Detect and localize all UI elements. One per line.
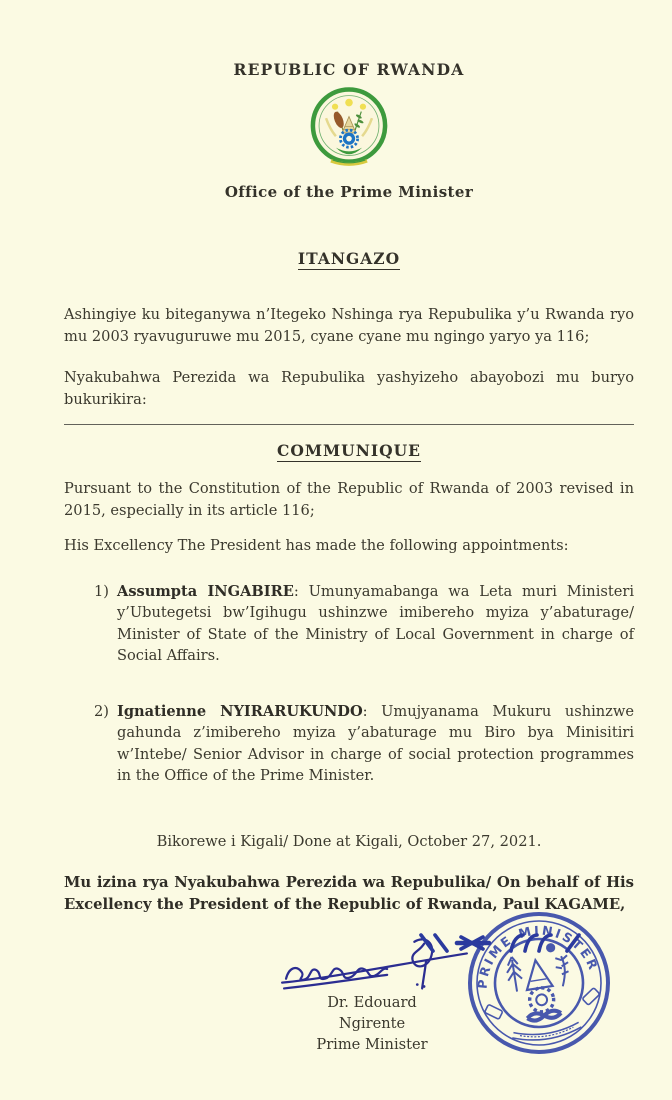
- appointment-item-2: [94, 701, 634, 787]
- appointments-list: [64, 581, 634, 787]
- itangazo-heading: ITANGAZO: [297, 249, 401, 268]
- appointment-item-1: [94, 581, 634, 667]
- on-behalf-statement: Mu izina rya Nyakubahwa Perezida wa Repubulika/ On behalf of His Excellency the President of the Republic of Rwanda, Paul KAGAME,: [64, 873, 634, 913]
- rwanda-coat-of-arms-icon: [308, 87, 390, 169]
- republic-title: REPUBLIC OF RWANDA: [233, 60, 465, 79]
- section-divider: [64, 424, 634, 425]
- stamp-label: PRIME MINISTER: [474, 923, 602, 990]
- english-paragraph-1: Pursuant to the Constitution of the Republic of Rwanda of 2003 revised in 2015, especially in its article 116;: [64, 480, 634, 519]
- coat-of-arms-container: [64, 87, 634, 169]
- date-line: Bikorewe i Kigali/ Done at Kigali, October 27, 2021.: [156, 832, 542, 850]
- appointment-text: [117, 701, 634, 787]
- prime-minister-stamp-icon: [464, 908, 614, 1058]
- cutoff-handwriting-icon: [415, 932, 585, 953]
- appointee-name: Ignatienne NYIRARUKUNDO: [117, 702, 363, 720]
- signer-block: [292, 992, 452, 1055]
- communique-heading: COMMUNIQUE: [277, 441, 421, 460]
- appointment-text: [117, 581, 634, 667]
- kinyarwanda-paragraph-1: Ashingiye ku biteganywa n’Itegeko Nshinga rya Repubulika y’u Rwanda ryo mu 2003 ryavuguruwe mu 2015, cyane cyane mu ngingo yaryo ya 116;: [64, 306, 634, 345]
- appointment-number: 1): [94, 582, 109, 600]
- english-paragraph-2: His Excellency The President has made the following appointments:: [64, 537, 569, 554]
- kinyarwanda-paragraph-2: Nyakubahwa Perezida wa Repubulika yashyizeho abayobozi mu buryo bukurikira:: [64, 369, 634, 408]
- appointment-number: 2): [94, 702, 109, 720]
- office-title: Office of the Prime Minister: [224, 183, 474, 201]
- appointment-description: : Umunyamabanga wa Leta muri Ministeri y’Ubutegetsi bw’Igihugu ushinzwe imibereho myiza y’abaturage/ Minister of State of the Ministry of Local Government in charge of Social Affairs.: [117, 582, 635, 664]
- signature-section: [64, 923, 634, 1100]
- appointee-name: Assumpta INGABIRE: [117, 582, 294, 600]
- signer-title: Prime Minister: [316, 1036, 428, 1054]
- appointment-description: : Umujyanama Mukuru ushinzwe gahunda z’imibereho myiza y’abaturage mu Biro bya Minisitiri w’Intebe/ Senior Advisor in charge of social protection programmes in the Office of the Prime Minister.: [117, 702, 634, 784]
- signer-name: Dr. Edouard Ngirente: [327, 994, 417, 1033]
